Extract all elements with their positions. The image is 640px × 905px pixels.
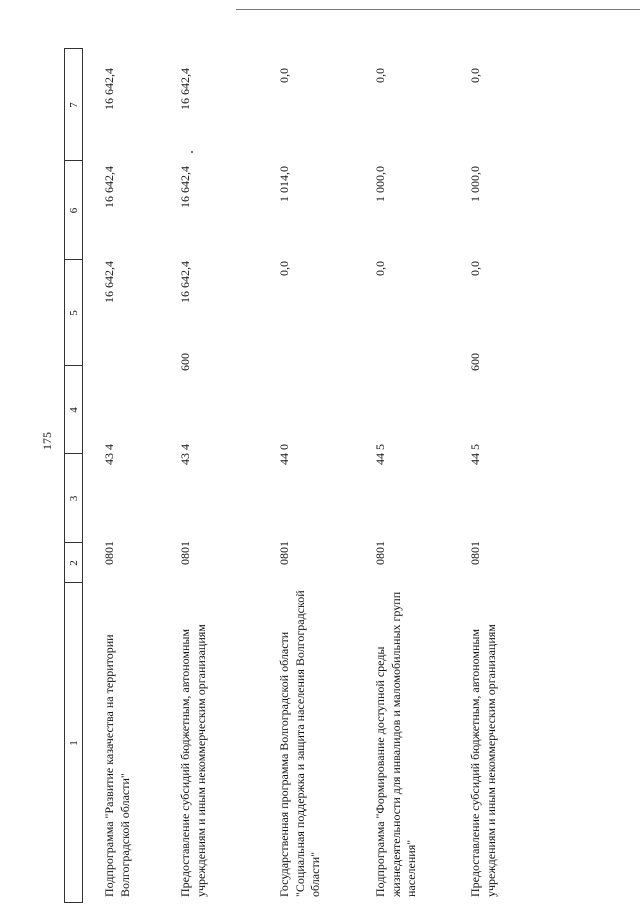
budget-table bbox=[64, 48, 624, 903]
row-type: 600 bbox=[178, 353, 192, 371]
row-name: Предоставление субсидий бюджетным, автономным учреждениям и иным некоммерческим организациям bbox=[468, 624, 498, 897]
header-top-line bbox=[64, 48, 65, 903]
row-value-7: 16 642,4 bbox=[102, 68, 116, 110]
row-code: 0801 bbox=[373, 541, 387, 565]
row-value-7: 0,0 bbox=[468, 68, 482, 83]
row-code: 0801 bbox=[102, 541, 116, 565]
row-target: 43 4 bbox=[102, 444, 116, 465]
row-code: 0801 bbox=[178, 541, 192, 565]
column-header-7: 7 bbox=[68, 102, 80, 108]
row-value-5: 0,0 bbox=[277, 261, 291, 276]
row-code: 0801 bbox=[468, 541, 482, 565]
row-target: 44 5 bbox=[468, 444, 482, 465]
page-number: 175 bbox=[40, 432, 54, 450]
row-value-6: 16 642,4 bbox=[102, 166, 116, 208]
row-value-6: 1 014,0 bbox=[277, 166, 291, 202]
row-target: 44 5 bbox=[373, 444, 387, 465]
column-header-6: 6 bbox=[68, 207, 80, 214]
top-rule bbox=[236, 9, 640, 10]
row-value-5: 16 642,4 bbox=[102, 261, 116, 303]
row-name: Предоставление субсидий бюджетным, автономным учреждениям и иным некоммерческим организациям bbox=[178, 624, 208, 897]
row-value-5: 16 642,4 bbox=[178, 261, 192, 303]
row-target: 44 0 bbox=[277, 444, 291, 465]
row-name: Подпрограмма "Развитие казачества на территории Волгоградской области" bbox=[102, 634, 132, 897]
row-value-7: 0,0 bbox=[373, 68, 387, 83]
row-value-6: 1 000,0 bbox=[373, 166, 387, 202]
row-type: 600 bbox=[468, 353, 482, 371]
row-name: Подпрограмма "Формирование доступной среды жизнедеятельности для инвалидов и маломобильных групп населения" bbox=[373, 591, 418, 897]
row-value-6: 16 642,4 bbox=[178, 166, 192, 208]
row-name: Государственная программа Волгоградской области "Социальная поддержка и защита населения Волгоградской области" bbox=[277, 590, 322, 897]
row-value-7: 0,0 bbox=[277, 68, 291, 83]
header-bottom-line bbox=[82, 48, 83, 903]
row-value-5: 0,0 bbox=[373, 261, 387, 276]
column-header-3: 3 bbox=[68, 495, 80, 502]
row-value-7: 16 642,4 bbox=[178, 68, 192, 110]
row-target: 43 4 bbox=[178, 444, 192, 465]
scan-speck bbox=[191, 151, 193, 153]
column-header-5: 5 bbox=[68, 310, 80, 316]
column-header-2: 2 bbox=[68, 560, 80, 566]
column-header-1: 1 bbox=[68, 740, 80, 746]
column-header-4: 4 bbox=[68, 407, 80, 413]
row-code: 0801 bbox=[277, 541, 291, 565]
row-value-6: 1 000,0 bbox=[468, 166, 482, 202]
row-value-5: 0,0 bbox=[468, 261, 482, 276]
